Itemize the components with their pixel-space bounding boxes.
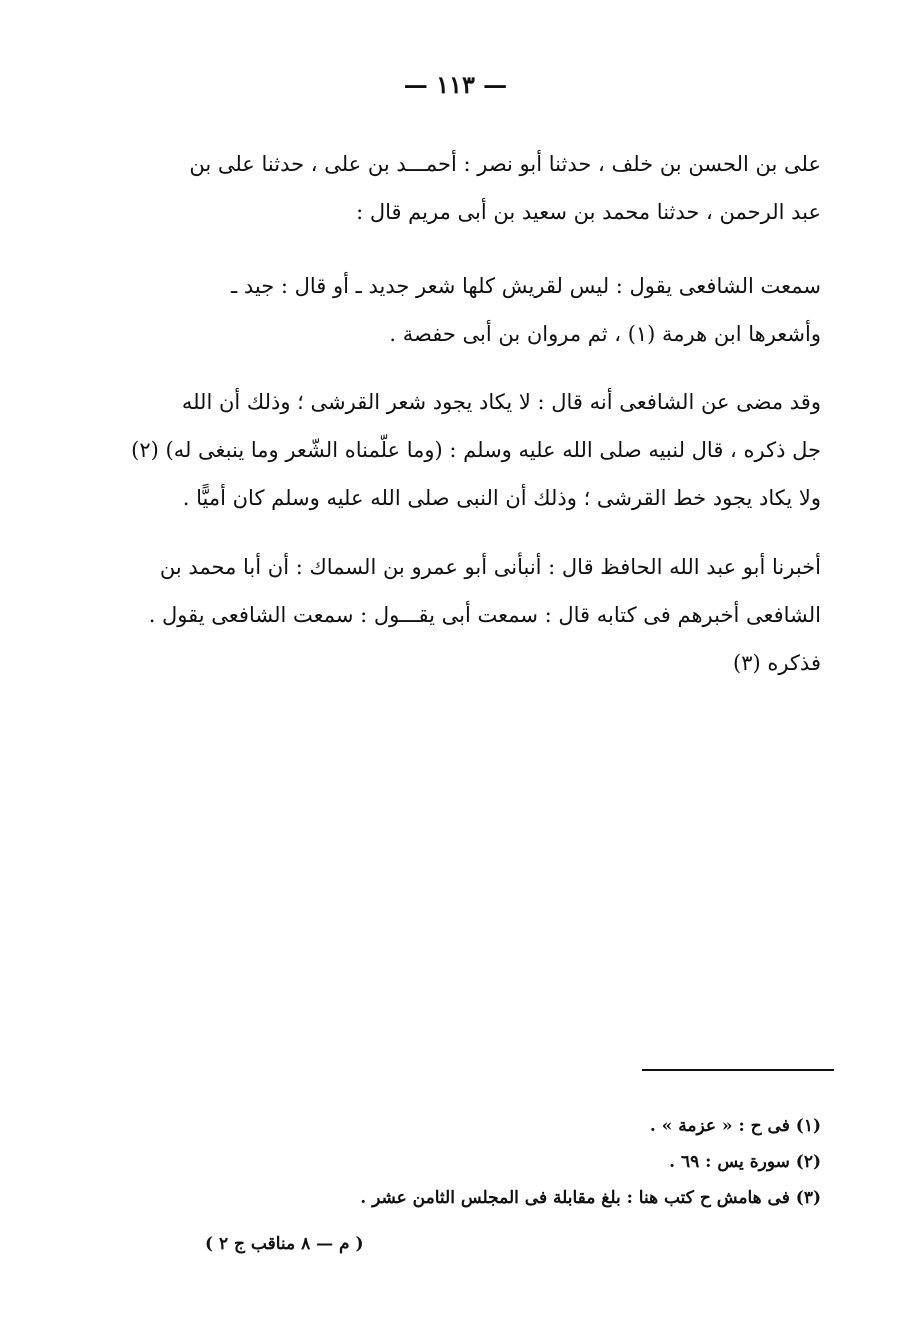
footnote-3: (٣) فى هامش ح كتب هنا : بلغ مقابلة فى المجلس الثامن عشر . (360, 1188, 821, 1208)
text-line: وأشعرها ابن هرمة (١) ، ثم مروان بن أبى حفصة . (389, 322, 821, 346)
page-number: — ١١٣ — (403, 70, 508, 99)
footnote-1: (١) فى ح : « عزمة » . (649, 1116, 821, 1136)
text-line: عبد الرحمن ، حدثنا محمد بن سعيد بن أبى مريم قال : (356, 200, 821, 224)
text-line: فذكره (٣) (732, 651, 821, 675)
paragraph-2 (90, 262, 821, 358)
footnote-2: (٢) سورة يس : ٦٩ . (669, 1152, 821, 1172)
text-line: وقد مضى عن الشافعى أنه قال : لا يكاد يجود شعر القرشى ؛ وذلك أن الله (181, 390, 821, 414)
printer-signature: ( م — ٨ مناقب ج ٢ ) (205, 1234, 364, 1254)
text-line: ولا يكاد يجود خط القرشى ؛ وذلك أن النبى صلى الله عليه وسلم كان أميًّا . (182, 486, 821, 510)
paragraph-4 (90, 543, 821, 687)
text-line: أخبرنا أبو عبد الله الحافظ قال : أنبأنى أبو عمرو بن السماك : أن أبا محمد بن (159, 555, 821, 579)
footnotes (90, 1108, 821, 1216)
text-line: جل ذكره ، قال لنبيه صلى الله عليه وسلم : (وما علّمناه الشّعر وما ينبغى له) (٢) (131, 438, 821, 462)
paragraph-3 (90, 378, 821, 522)
paragraph-1 (90, 140, 821, 236)
text-line: على بن الحسن بن خلف ، حدثنا أبو نصر : أحمـــد بن على ، حدثنا على بن (189, 152, 821, 176)
text-line: سمعت الشافعى يقول : ليس لقريش كلها شعر جديد ـ أو قال : جيد ـ (231, 274, 821, 298)
footnote-divider (642, 1069, 834, 1071)
text-line: الشافعى أخبرهم فى كتابه قال : سمعت أبى يقـــول : سمعت الشافعى يقول . (148, 603, 821, 627)
